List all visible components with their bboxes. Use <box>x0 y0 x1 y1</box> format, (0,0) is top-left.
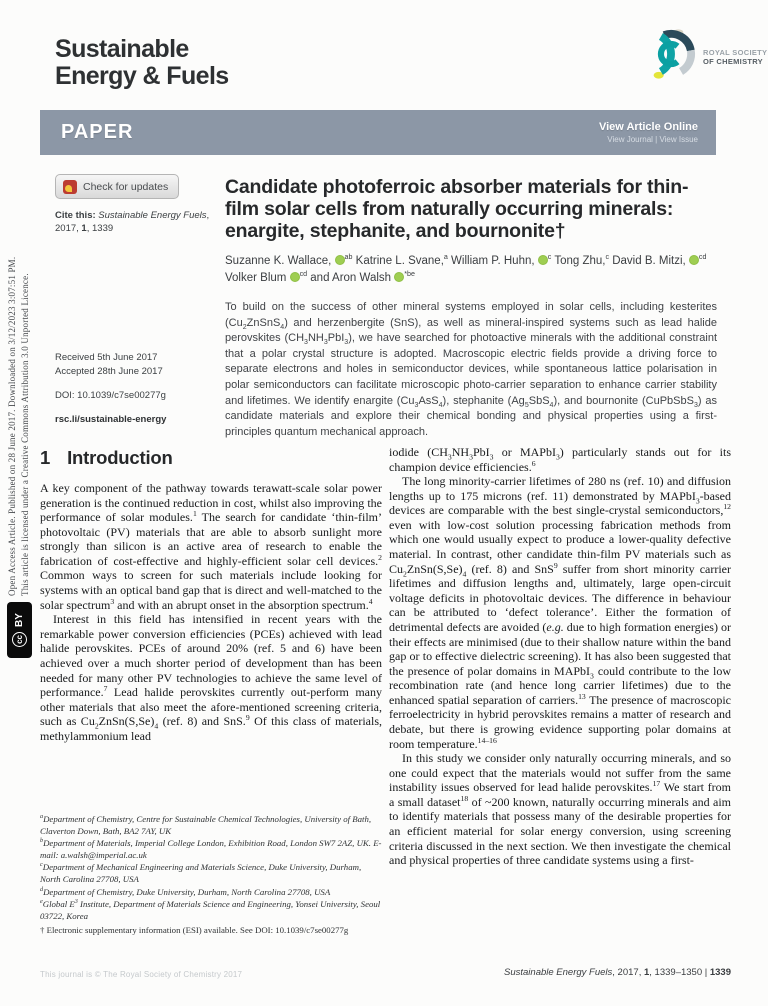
orcid-icon[interactable] <box>689 255 699 265</box>
author-list: Suzanne K. Wallace, $^{ab}$ Katrine L. Svane,$^a$ William P. Huhn, $^c$ Tong Zhu,$^c$ David B. Mitzi, $^{cd}$ Volker Blum $^{cd}$ and Aron Walsh $^{*be}$ <box>225 253 707 285</box>
section-number: 1 <box>40 447 51 468</box>
footnote-esi: † Electronic supplementary information (ESI) available. See DOI: 10.1039/c7se00277g <box>40 925 349 936</box>
license-vertical-text-published: Open Access Article. Published on 28 June 2017. Downloaded on 3/12/2023 3:07:51 PM. <box>7 256 17 596</box>
crossmark-icon <box>63 180 77 194</box>
rsc-logo <box>643 26 767 82</box>
body-left-column <box>40 445 382 942</box>
footer-copyright: This journal is © The Royal Society of Chemistry 2017 <box>40 970 243 979</box>
section-heading <box>40 447 382 469</box>
paper-type-label: PAPER <box>61 121 134 143</box>
orcid-icon[interactable] <box>538 255 548 265</box>
cc-icon: cc <box>12 632 27 647</box>
footnote-b: $^b$Department of Materials, Imperial College London, Exhibition Road, London SW7 2AZ, UK. E-mail: a.walsh@imperial.ac.uk <box>40 838 382 860</box>
footnote-c: $^c$Department of Mechanical Engineering and Materials Science, Duke University, Durham, North Carolina 27708, USA <box>40 862 362 884</box>
cc-by-label: BY <box>14 613 25 627</box>
paragraph: Interest in this field has intensified in recent years with the remarkable power conversion efficiencies (PCEs) achieved with lead halide perovskites. PCEs of around 20% (ref. 5 and 6) have been achieved over a much shorter period of development than has been needed for many other PV technologies to achieve the same level of performance.$^7$ Lead halide perovskites currently out-perform many other materials that also meet the afore-mentioned screening criteria, such as $Cu_2ZnSn(S,Se)_4$ (ref. 8) and SnS.$^9$ Of this class of materials, methylammonium lead <box>40 612 383 743</box>
orcid-icon[interactable] <box>394 272 404 282</box>
rsc-name-line1: ROYAL SOCIETY <box>703 48 768 57</box>
check-updates-label: Check for updates <box>83 180 169 193</box>
journal-url-link[interactable]: rsc.li/sustainable-energy <box>55 414 167 425</box>
cc-by-badge <box>7 602 32 658</box>
check-updates-button[interactable] <box>55 174 179 199</box>
paragraph: iodide ($CH_3NH_3PbI_3$ or MAPbI$_3$) particularly stands out for its champion device efficiencies.$^6$ <box>389 445 731 474</box>
received-date: Received 5th June 2017 <box>55 352 158 363</box>
accepted-date: Accepted 28th June 2017 <box>55 366 163 377</box>
affiliation-footnotes <box>40 814 382 938</box>
section-title: Introduction <box>67 447 173 468</box>
orcid-icon[interactable] <box>335 255 345 265</box>
footnote-a: $^a$Department of Chemistry, Centre for Sustainable Chemical Technologies, University of Bath, Claverton Down, Bath, BA2 7AY, UK <box>40 813 372 836</box>
article-title: Candidate photoferroic absorber materials for thin-film solar cells from naturally occurring minerals: enargite, stephanite, and bournonite† <box>225 176 689 243</box>
view-article-online-link[interactable]: View Article Online <box>598 121 698 133</box>
paragraph: The long minority-carrier lifetimes of 280 ns (ref. 10) and diffusion lengths up to 175 microns (ref. 11) demonstrated by MAPbI$_3$-based devices are comparable with the best single-crystal semiconductors,$^{12}$ even with low-cost solution processing fabrication methods from which one would usually expect to produce a lower-quality defective material. In contrast, other candidate thin-film PV materials such as $Cu_2ZnSn(S,Se)_4$ (ref. 8) and SnS$^9$ suffer from short minority carrier lifetimes and diffusion lengths and, ultimately, large open-circuit voltage deficits in photovoltaic devices. The difference in behaviour can be attributed to ‘defect tolerance’. Either the formation of detrimental defects are avoided (e.g. due to high formation energies) or their effects are minimised (due to their shallow nature within the band gap or to effective dielectric screening). It has also been suggested that the presence of polar domains in MAPbI$_3$ could contribute to the low recombination rate (and hence long carrier lifetimes) due to the enhanced spatial separation of carriers.$^{13}$ The presence of macroscopic ferroelectricity in hybrid perovskites remains a matter of research and debate, but there is growing evidence supporting polar domains at room temperature.$^{14-16}$ <box>389 474 732 751</box>
license-vertical-text-licence: This article is licensed under a Creative Commons Attribution 3.0 Unported Licence. <box>20 273 30 596</box>
rsc-name-line2: OF CHEMISTRY <box>703 57 763 66</box>
orcid-icon[interactable] <box>290 272 300 282</box>
paragraph: A key component of the pathway towards terawatt-scale solar power generation is the continued reduction in cost, whilst also improving the performance of solar modules.$^1$ The search for candidate ‘thin-film’ photovoltaic (PV) materials that are able to absorb sunlight more strongly than silicon is an active area of research to enable the fabrication of cost-effective and highly-efficient solar cell devices.$^2$ Common ways to screen for such materials include looking for systems with an optical band gap that is direct and well-matched to the solar spectrum$^3$ and with an abrupt onset in the absorption spectrum.$^4$ <box>40 481 383 612</box>
body-right-column <box>389 445 731 942</box>
paper-banner <box>40 110 716 155</box>
doi: DOI: 10.1039/c7se00277g <box>55 390 166 401</box>
rsc-emblem-icon <box>643 26 699 82</box>
cite-this: Cite this: Sustainable Energy Fuels, 2017, 1, 1339 <box>55 210 210 234</box>
footnote-e: $^e$Global $E^3$ Institute, Department of Materials Science and Engineering, Yonsei University, Seoul 03722, Korea <box>40 899 381 921</box>
footer-citation: Sustainable Energy Fuels, 2017, 1, 1339–1350 | 1339 <box>504 967 731 978</box>
view-journal-issue-link[interactable]: View Journal | View Issue <box>607 135 698 144</box>
journal-masthead: Sustainable Energy & Fuels <box>55 35 229 90</box>
footnote-d: $^d$Department of Chemistry, Duke University, Durham, North Carolina 27708, USA <box>40 886 331 897</box>
paragraph: In this study we consider only naturally occurring minerals, and so one could expect that the materials would not suffer from the same instability issues observed for lead halide perovskites.$^{17}$ We start from a small dataset$^{18}$ of ~200 known, naturally occurring minerals and aim to identify materials that possess many of the desirable properties for an efficient material for solar energy conversion, using screening criteria discussed in the next section. We then investigate the chemical and physical properties of three candidate systems using a first- <box>389 751 731 868</box>
abstract: To build on the success of other mineral systems employed in solar cells, including kesterites $(Cu_2ZnSnS_4)$ and herzenbergite (SnS), as well as mineral-inspired systems such as lead halide perovskites $(CH_3NH_3PbI_3)$, we have searched for photoactive minerals with the additional constraint that a polar crystal structure is adopted. Macroscopic electric fields provide a driving force to separate electrons and holes in semiconductor devices, while spontaneous lattice polarisation in polar semiconductors can facilitate microscopic photo-carrier separation to enhance carrier stability and lifetimes. We identify enargite $(Cu_3AsS_4)$, stephanite $(Ag_5SbS_4)$, and bournonite (CuPbSbS$_3$) as candidate materials and explore their chemical bonding and physical properties using a first-principles quantum mechanical approach. <box>225 301 717 438</box>
